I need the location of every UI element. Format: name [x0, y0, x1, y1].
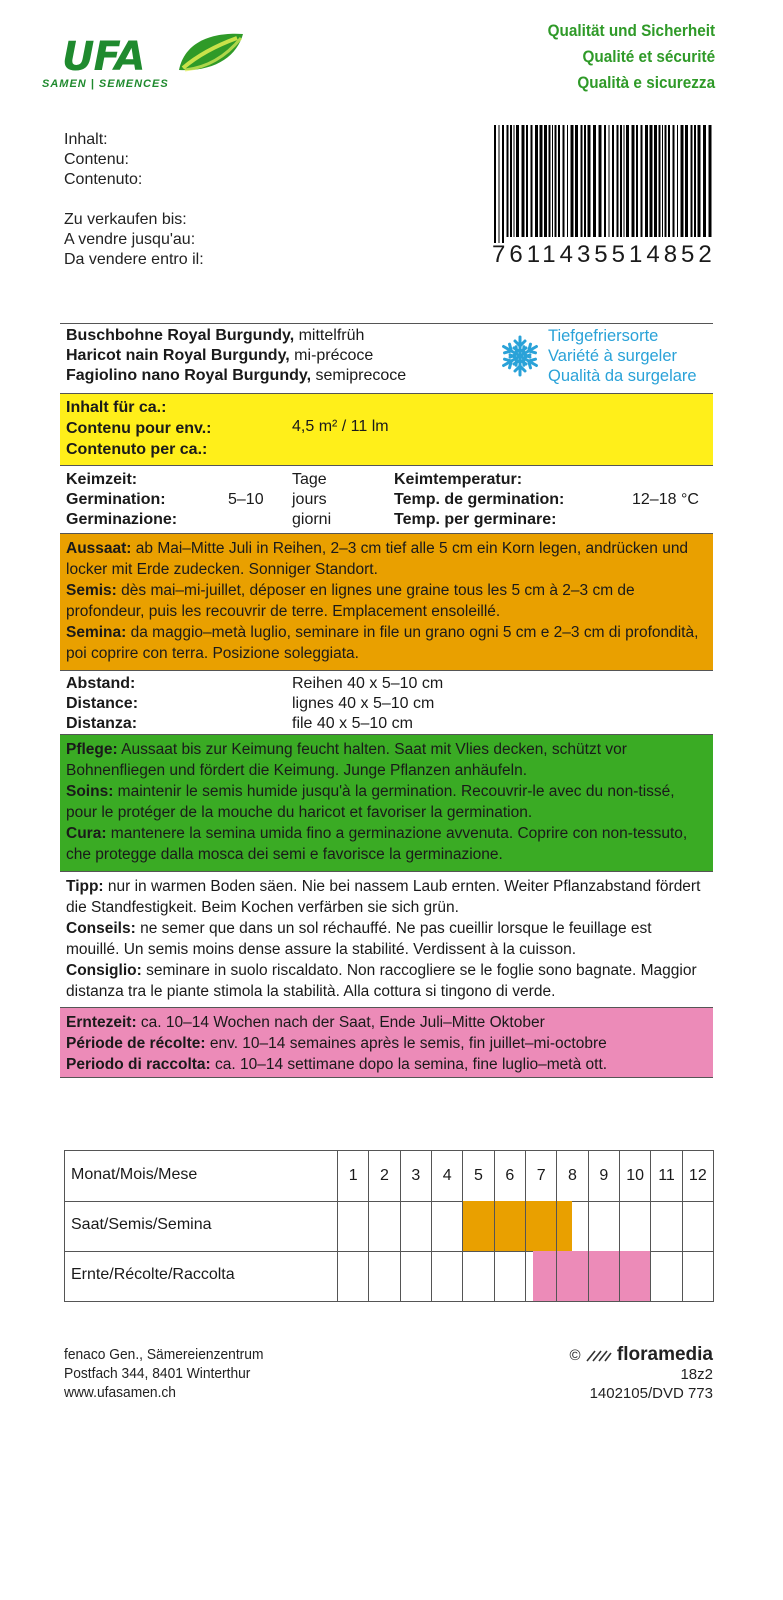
germination-units — [292, 470, 331, 530]
package-info-labels — [64, 130, 204, 270]
harvest-month-8 — [556, 1251, 587, 1301]
sowing-harvest-calendar — [64, 1150, 714, 1302]
content-for-labels — [66, 397, 211, 460]
barcode-bar — [544, 125, 547, 237]
copyright-symbol: © — [569, 1347, 581, 1364]
harvest-fr: Période de récolte: env. 10–14 semaines après le semis, fin juillet–mi-octobre — [66, 1035, 607, 1052]
quality-de: Qualität und Sicherheit — [547, 21, 715, 40]
ufa-logo — [40, 30, 250, 100]
product-title-section — [60, 324, 713, 394]
barcode-bar — [571, 125, 574, 237]
barcode-bar — [494, 125, 496, 243]
harvest-month-5 — [462, 1251, 493, 1301]
sowing-month-10 — [619, 1201, 650, 1251]
product-line-it: Fagiolino nano Royal Burgundy, semiprecoce — [66, 367, 407, 384]
barcode-bar — [636, 125, 638, 237]
content-label-de: Inhalt: — [64, 131, 108, 148]
barcode-bar — [668, 125, 670, 237]
content-label-fr: Contenu: — [64, 151, 129, 168]
temp-label-fr: Temp. de germination: — [394, 491, 565, 508]
article-code: 1402105/DVD 773 — [589, 1385, 713, 1402]
harvest-month-7 — [525, 1251, 556, 1301]
content-for-de: Inhalt für ca.: — [66, 399, 167, 416]
barcode-bar — [677, 125, 678, 237]
temperature-labels — [394, 470, 564, 530]
barcode-bar — [502, 125, 504, 243]
header-month-11: 11 — [650, 1151, 681, 1201]
sowing-fr: Semis: dès mai–mi-juillet, déposer en lignes une graine tous les 5 cm à 2–3 cm de profondeur, puis les recouvrir de terre. Emplacement ensoleillé. — [66, 582, 635, 620]
distance-section — [60, 671, 713, 735]
unit-it: giorni — [292, 511, 332, 528]
sowing-month-1 — [337, 1201, 368, 1251]
postal-address: Postfach 344, 8401 Winterthur — [64, 1365, 251, 1382]
germination-range: 5–10 — [228, 491, 264, 508]
barcode-bar — [632, 125, 635, 237]
harvest-month-1 — [337, 1251, 368, 1301]
barcode-bar — [604, 125, 606, 237]
calendar-harvest-row — [65, 1251, 713, 1301]
quality-it: Qualità e sicurezza — [577, 73, 715, 92]
barcode-bar — [609, 125, 610, 237]
barcode-bar — [575, 125, 578, 237]
tip-fr: Conseils: ne semer que dans un sol réchauffé. Ne pas cueillir lorsque le feuillage est mouillé. Un semis moins dense assure la stabilité. Verdissent à la cuisson. — [66, 920, 652, 958]
barcode-bar — [662, 125, 663, 237]
logo-subtitle: SAMEN | SEMENCES — [42, 78, 169, 90]
freezer-de: Tiefgefriersorte — [548, 327, 659, 345]
header-month-4: 4 — [431, 1151, 462, 1201]
harvest-month-3 — [400, 1251, 431, 1301]
info-panel — [60, 323, 713, 1078]
barcode-bar — [526, 125, 528, 237]
sell-by-label-it: Da vendere entro il: — [64, 251, 204, 268]
barcode-bar — [650, 125, 653, 237]
harvest-de: Erntezeit: ca. 10–14 Wochen nach der Saat, Ende Juli–Mitte Oktober — [66, 1014, 545, 1031]
sowing-row-label: Saat/Semis/Semina — [71, 1216, 212, 1233]
barcode-bars — [492, 125, 714, 243]
sowing-month-9 — [588, 1201, 619, 1251]
tip-it: Consiglio: seminare in suolo riscaldato. Non raccogliere se le foglie sono bagnate. Maggior distanza tra le piante stimola la stabilità. Alla cottura si tingono di verde. — [66, 962, 697, 1000]
barcode-bar — [665, 125, 667, 237]
content-for-value: 4,5 m² / 11 lm — [292, 418, 389, 435]
header-month-6: 6 — [494, 1151, 525, 1201]
content-for-fr: Contenu pour env.: — [66, 420, 212, 437]
freezer-variety — [548, 326, 697, 386]
tip-section — [60, 872, 713, 1008]
floramedia-brand — [570, 1345, 714, 1365]
harvest-month-12 — [682, 1251, 713, 1301]
harvest-row-label: Ernte/Récolte/Raccolta — [71, 1266, 235, 1283]
germination-label-fr: Germination: — [66, 491, 166, 508]
logo-text: UFA — [62, 34, 145, 80]
floramedia-logo-icon — [585, 1349, 613, 1363]
barcode — [492, 125, 714, 270]
sowing-month-12 — [682, 1201, 713, 1251]
care-de: Pflege: Aussaat bis zur Keimung feucht halten. Saat mit Vlies decken, schützt vor Bohnenfliegen und fördert die Keimung. Junge Pflanzen anhäufeln. — [66, 741, 627, 779]
distance-value-it: file 40 x 5–10 cm — [292, 715, 413, 732]
barcode-bar — [641, 125, 643, 237]
barcode-bar — [654, 125, 657, 237]
header-month-9: 9 — [588, 1151, 619, 1201]
unit-de: Tage — [292, 471, 327, 488]
harvest-month-4 — [431, 1251, 462, 1301]
temp-label-it: Temp. per germinare: — [394, 511, 557, 528]
sowing-month-6 — [494, 1201, 525, 1251]
barcode-bar — [694, 125, 696, 237]
barcode-bar — [581, 125, 583, 237]
website-link[interactable]: www.ufasamen.ch — [64, 1384, 176, 1401]
sowing-month-2 — [368, 1201, 399, 1251]
distance-value-de: Reihen 40 x 5–10 cm — [292, 675, 444, 692]
barcode-bar — [673, 125, 675, 237]
distance-value-fr: lignes 40 x 5–10 cm — [292, 695, 435, 712]
germination-labels — [66, 470, 177, 530]
barcode-bar — [691, 125, 693, 237]
barcode-bar — [555, 125, 557, 237]
quality-heading — [529, 18, 715, 96]
sell-by-label-fr: A vendre jusqu'au: — [64, 231, 196, 248]
barcode-bar — [624, 125, 625, 237]
barcode-bar — [588, 125, 591, 237]
barcode-bar — [563, 125, 565, 237]
distance-label-de: Abstand: — [66, 675, 136, 692]
care-fr: Soins: maintenir le semis humide jusqu'à la germination. Recouvrir-le avec du non-tissé, pour le protéger de la mouche du haricot et favoriser la germination. — [66, 783, 675, 821]
company-name: fenaco Gen., Sämereienzentrum — [64, 1346, 264, 1363]
footer-address — [64, 1345, 281, 1402]
snowflake-icon — [498, 334, 542, 378]
leaf-icon — [175, 30, 245, 74]
germination-label-it: Germinazione: — [66, 511, 178, 528]
care-it: Cura: mantenere la semina umida fino a germinazione avvenuta. Coprire con non-tessuto, che protegge dalla mosca dei semi e favorisce la germinazione. — [66, 825, 688, 863]
barcode-bar — [516, 125, 519, 237]
content-label-it: Contenuto: — [64, 171, 143, 188]
header-month-12: 12 — [682, 1151, 713, 1201]
header-month-7: 7 — [525, 1151, 556, 1201]
floramedia-name: floramedia — [616, 1344, 713, 1365]
sowing-section — [60, 534, 713, 671]
header-month-1: 1 — [337, 1151, 368, 1201]
calendar-header-row — [65, 1151, 713, 1202]
product-line-de: Buschbohne Royal Burgundy, mittelfrüh — [66, 327, 365, 344]
barcode-bar — [709, 125, 712, 237]
harvest-section — [60, 1008, 713, 1078]
header-month-8: 8 — [556, 1151, 587, 1201]
header-month-2: 2 — [368, 1151, 399, 1201]
barcode-bar — [558, 125, 560, 237]
germination-label-de: Keimzeit: — [66, 471, 138, 488]
harvest-month-6 — [494, 1251, 525, 1301]
barcode-bar — [522, 125, 525, 237]
barcode-bar — [535, 125, 538, 237]
sowing-it: Semina: da maggio–metà luglio, seminare in file un grano ogni 5 cm e 2–3 cm di profondità, poi coprire con terra. Posizione soleggiata. — [66, 624, 699, 662]
temperature-value: 12–18 °C — [632, 491, 699, 508]
product-names — [66, 326, 406, 386]
barcode-bar — [620, 125, 622, 237]
barcode-bar — [645, 125, 648, 237]
barcode-bar — [567, 125, 568, 237]
distance-labels — [66, 674, 138, 734]
care-section — [60, 735, 713, 872]
quality-fr: Qualité et sécurité — [582, 47, 715, 66]
calendar-sowing-row — [65, 1201, 713, 1252]
harvest-month-2 — [368, 1251, 399, 1301]
barcode-bar — [593, 125, 596, 237]
sowing-month-5 — [462, 1201, 493, 1251]
header-month-5: 5 — [462, 1151, 493, 1201]
sowing-month-11 — [650, 1201, 681, 1251]
sell-by-label-de: Zu verkaufen bis: — [64, 211, 187, 228]
sowing-de: Aussaat: ab Mai–Mitte Juli in Reihen, 2–3 cm tief alle 5 cm ein Korn legen, andrücken und locker mit Erde zudecken. Sonniger Standort. — [66, 540, 689, 578]
harvest-month-9 — [588, 1251, 619, 1301]
content-for-it: Contenuto per ca.: — [66, 441, 208, 458]
temp-label-de: Keimtemperatur: — [394, 471, 523, 488]
print-code: 18z2 — [680, 1366, 713, 1383]
harvest-month-11 — [650, 1251, 681, 1301]
barcode-bar — [499, 125, 500, 243]
product-line-fr: Haricot nain Royal Burgundy, mi-précoce — [66, 347, 374, 364]
tip-de: Tipp: nur in warmen Boden säen. Nie bei nassem Laub ernten. Weiter Pflanzabstand fördert die Standfestigkeit. Beim Kochen verfärben sie sich grün. — [66, 878, 701, 916]
sowing-month-3 — [400, 1201, 431, 1251]
barcode-bar — [507, 125, 509, 237]
distance-label-fr: Distance: — [66, 695, 139, 712]
barcode-bar — [703, 125, 706, 237]
barcode-bar — [617, 125, 619, 237]
barcode-bar — [510, 125, 512, 237]
distance-label-it: Distanza: — [66, 715, 138, 732]
barcode-bar — [531, 125, 533, 237]
unit-fr: jours — [292, 491, 327, 508]
barcode-bar — [540, 125, 543, 237]
harvest-month-10 — [619, 1251, 650, 1301]
barcode-bar — [612, 125, 614, 237]
barcode-bar — [599, 125, 602, 237]
barcode-bar — [552, 125, 553, 237]
freezer-fr: Variété à surgeler — [548, 347, 678, 365]
sowing-month-8 — [556, 1201, 587, 1251]
barcode-bar — [698, 125, 701, 237]
distance-values — [292, 674, 443, 734]
header-month-3: 3 — [400, 1151, 431, 1201]
harvest-it: Periodo di raccolta: ca. 10–14 settimane dopo la semina, fine luglio–metà ott. — [66, 1056, 608, 1073]
barcode-bar — [584, 125, 586, 237]
floramedia-credit — [570, 1345, 714, 1403]
content-for-section — [60, 394, 713, 466]
barcode-bar — [626, 125, 629, 237]
barcode-number: 7611435514852 — [492, 241, 716, 268]
barcode-bar — [681, 125, 684, 237]
germination-section — [60, 466, 713, 534]
sowing-month-7 — [525, 1201, 556, 1251]
barcode-bar — [659, 125, 661, 237]
month-label: Monat/Mois/Mese — [71, 1166, 198, 1183]
sowing-month-4 — [431, 1201, 462, 1251]
freezer-it: Qualità da surgelare — [548, 367, 697, 385]
header-month-10: 10 — [619, 1151, 650, 1201]
barcode-bar — [514, 125, 515, 237]
barcode-bar — [549, 125, 551, 237]
barcode-bar — [685, 125, 688, 237]
